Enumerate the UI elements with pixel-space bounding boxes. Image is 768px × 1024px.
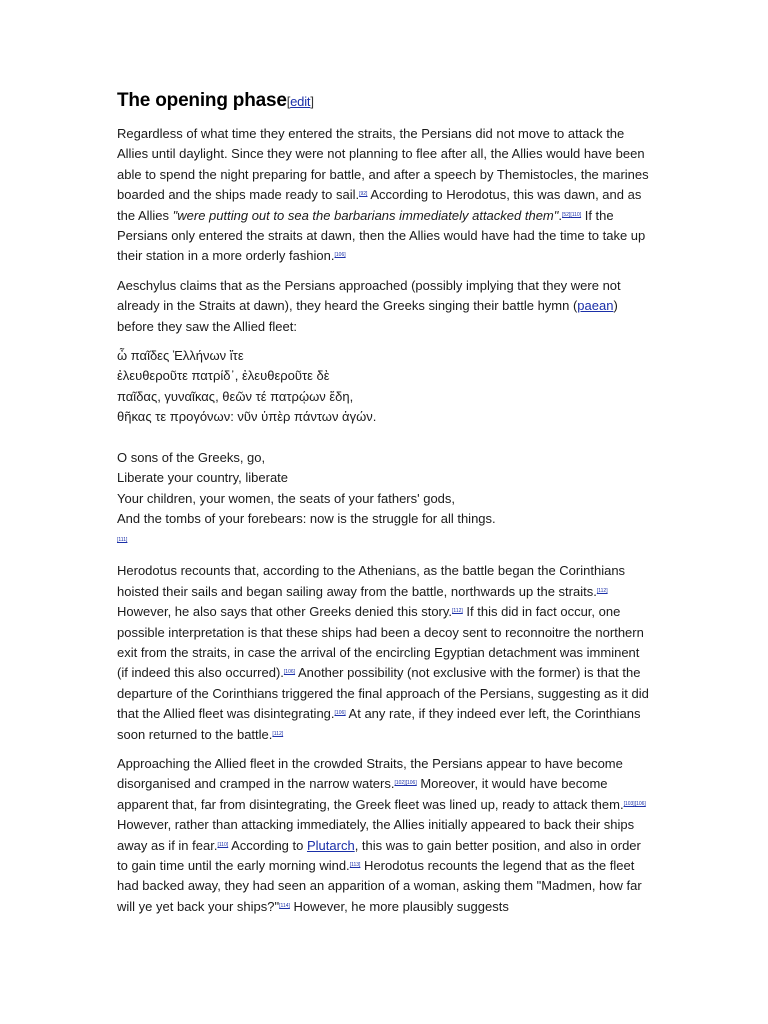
citation-link[interactable]: [92] [359,191,368,198]
verse-line: O sons of the Greeks, go, [117,449,266,465]
section-title: The opening phase [117,90,287,111]
section-heading [117,90,653,112]
citation-link[interactable]: [112] [272,730,284,737]
paragraph-3: Herodotus recounts that, according to the Athenians, as the battle began the Corinthians hoisted their sails and began sailing away from the battle, northwards up the straits.[112] However, he also says that other Greeks denied this story.[112] If this did in fact occur, one possible interpretation is that these ships had been a decoy sent to reconnoitre the northern exit from the straits, in case the arrival of the encircling Egyptian detachment was imminent (if indeed this also occurred).[106] Another possibility (not exclusive with the former) is that the departure of the Corinthians triggered the final approach of the Persians, suggesting as it did that the Allied fleet was disintegrating.[106] At any rate, if they indeed ever left, the Corinthians soon returned to the battle.[112] [117,563,649,742]
paragraph-1: Regardless of what time they entered the straits, the Persians did not move to attack the Allies until daylight. Since they were not planning to flee after all, the Allies would have been able to spend the night preparing for battle, and after a speech by Themistocles, the marines boarded and the ships made ready to sail.[92] According to Herodotus, this was dawn, and as the Allies "were putting out to sea the barbarians immediately attacked them".[52][110] If the Persians only entered the straits at dawn, then the Allies would have had the time to take up their station in a more orderly fashion.[106] [117,126,649,264]
citation-link[interactable]: [110] [217,841,229,848]
citation-link[interactable]: [112] [452,608,463,615]
english-verse [117,448,653,530]
verse-line: ἐλευθεροῦτε πατρίδ᾽, ἐλευθεροῦτε δὲ [117,368,330,384]
citation-link[interactable]: [110] [570,211,582,218]
verse-line: παῖδας, γυναῖκας, θεῶν τέ πατρῴων ἕδη, [117,388,354,404]
citation-link[interactable]: [52] [562,211,571,218]
citation-link[interactable]: [106] [334,710,346,717]
verse-line: θῆκας τε προγόνων: νῦν ὑπὲρ πάντων ἀγών. [117,409,377,425]
verse-citation [117,535,653,545]
article-body [117,90,653,926]
herodotus-quote: "were putting out to sea the barbarians immediately attacked them" [172,207,559,223]
citation-link[interactable]: [106] [634,800,646,807]
citation-link[interactable]: [106] [283,669,296,676]
paean-link[interactable]: paean [577,298,614,314]
citation-link[interactable]: [103] [623,800,635,807]
verse-line: ὦ παῖδες Ἑλλήνων ἴτε [117,348,244,364]
verse-line: And the tombs of your forebears: now is the struggle for all things. [117,510,496,526]
greek-verse [117,346,653,428]
citation-link[interactable]: [113] [349,862,361,868]
citation-link[interactable]: [114] [279,902,290,909]
citation-link[interactable]: [102] [394,780,406,787]
plutarch-link[interactable]: Plutarch [306,837,355,853]
paragraph-2: Aeschylus claims that as the Persians approached (possibly implying that they were not already in the Straits at dawn), they heard the Greeks singing their battle hymn (paean) before they saw the Allied fleet: [117,277,621,334]
citation-link[interactable]: [106] [405,780,417,787]
edit-section-link-wrapper: [edit] [286,94,314,109]
verse-line: Your children, your women, the seats of your fathers' gods, [117,490,456,506]
verse-line: Liberate your country, liberate [117,470,289,486]
edit-section-link[interactable]: edit [290,94,311,109]
citation-link[interactable]: [112] [596,587,608,594]
citation-link[interactable]: [111] [117,537,128,544]
paragraph-4: Approaching the Allied fleet in the crowded Straits, the Persians appear to have become disorganised and cramped in the narrow waters.[102][106] Moreover, it would have become apparent that, far from disintegrating, the Greek fleet was lined up, ready to attack them.[103][106] However, rather than attacking immediately, the Allies initially appeared to back their ships away as if in fear.[110] According to Plutarch, this was to gain better position, and also in order to gain time until the early morning wind.[113] Herodotus recounts the legend that as the fleet had backed away, they had seen an apparition of a woman, asking them "Madmen, how far will ye yet back your ships?"[114] However, he more plausibly suggests [117,755,646,914]
citation-link[interactable]: [106] [334,252,346,259]
